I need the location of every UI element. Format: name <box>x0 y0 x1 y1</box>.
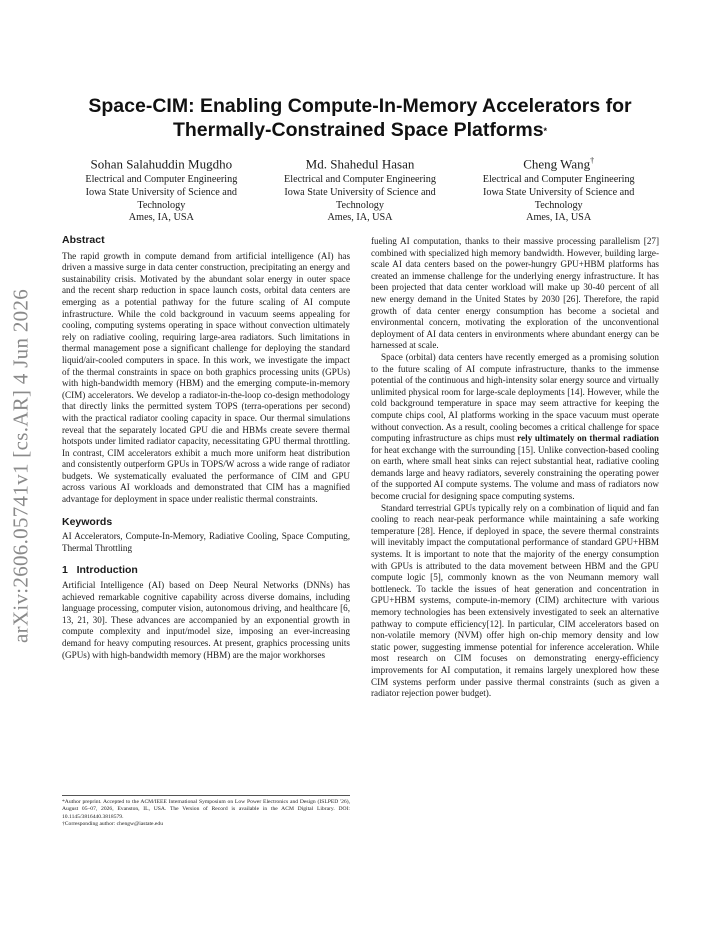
footnote-preprint: *Author preprint. Accepted to the ACM/IEEE International Symposium on Low Power Electronics and Design (ISLPED '26), August 05–07, 2026, Evanston, IL, USA. The Version of Record is available in the ACM Digital Library. DOI: 10.1145/3816440.3818579. <box>62 799 350 820</box>
author-univ: Iowa State University of Science and <box>483 187 635 199</box>
intro-heading: 1 Introduction <box>62 564 138 577</box>
arxiv-stamp <box>0 0 42 932</box>
author-univ-2: Technology <box>534 199 583 211</box>
right-column <box>371 236 659 700</box>
right-paragraph-2-bold: rely ultimately on thermal radiation <box>517 433 659 444</box>
author-univ: Iowa State University of Science and <box>85 187 238 199</box>
author-location: Ames, IA, USA <box>128 212 194 224</box>
author-dept: Electrical and Computer Engineering <box>284 174 436 186</box>
footnotes <box>62 795 350 828</box>
title-line-2-text: Thermally-Constrained Space Platforms <box>172 119 544 141</box>
author-name <box>62 153 261 172</box>
right-paragraph-2-b: for heat exchange with the surrounding [15]. Unlike convection-based cooling on earth, where small heat sinks can reject substantial heat, radiative cooling demands large and heavy radiators, severely constraining the operating power of the supported AI compute systems. The volume and mass of radiators now become crucial for designing space computing systems. <box>371 444 659 502</box>
title-footnote-mark: * <box>543 126 548 136</box>
abstract-text: The rapid growth in compute demand from artificial intelligence (AI) has driven a massive surge in data center construction, precipitating an energy and sustainability crisis. Motivated by the abundant solar energy in outer space and the recent sharp reduction in space launch costs, orbital data centers are emerging as a potential pathway for the future scaling of AI compute infrastructure. While the cold background in vacuum seems appealing for cooling, computing systems operating in space without convection ultimately rely on radiative cooling, requiring large-area radiators. Such limitations in thermal management pose a significant challenge for deploying the standard liquid/air-cooled computers in space. In this work, we investigate the impact of the thermal constraints in space on both graphics processing units (GPUs) with high-bandwidth memory (HBM) and the emerging compute-in-memory (CIM) accelerators. We develop a radiator-in-the-loop co-design methodology that directly links the permitted system TOPS (terra-operations per second) with the practical radiator cooling capacity in space. Our thermal simulations reveal that the separately located GPU die and HBMs create severe thermal hotspots under limited radiator capacity, necessitating GPU thermal throttling. In contrast, CIM accelerators exhibit a much more uniform heat distribution and consistently outperform GPUs in TOPS/W across a wide range of radiator budgets. We systematically evaluated the performance of CIM and GPU across various AI workloads and demonstrated that CIM has a magnified advantage for deployment in space under realistic thermal constraints. <box>62 250 350 505</box>
right-paragraph-2 <box>371 352 659 503</box>
author-name-text: Md. Shahedul Hasan <box>305 156 415 172</box>
author-1 <box>62 153 261 225</box>
paper-title <box>70 94 650 142</box>
title-line-2 <box>70 118 650 142</box>
author-location: Ames, IA, USA <box>526 212 592 224</box>
keywords-heading: Keywords <box>62 515 113 528</box>
right-paragraph-1: fueling AI computation, thanks to their massive processing parallelism [27] combined with specialized high memory bandwidth. However, building large-scale AI data centers based on the power-hungry GPU+HBM platforms has created an immense challenge for the underlying energy infrastructure. It has been projected that data center workload will make up 30-40 percent of all new energy demand in the United States by 2030 [26]. Therefore, the rapid growth of data center energy consumption has become a societal and environmental concern, motivating the exploration of the unconventional deployment of AI data centers in environments where abundant energy can be harnessed at scale. <box>371 236 659 351</box>
right-paragraph-3: Standard terrestrial GPUs typically rely on a combination of liquid and fan cooling to reach near-peak performance while maintaining a safe working temperature [28]. Hence, if deployed in space, the severe thermal constraints will inevitably impact the computational performance of standard GPU+HBM systems. It is important to note that the majority of the energy consumption with GPUs is attributed to the data movement between HBM and the GPU compute logic [5], commonly known as the von Neumann memory wall bottleneck. To tackle the issues of heat generation and concentration in GPU+HBM systems, compute-in-memory (CIM) architecture with various memory technologies has been extensively investigated to seek an alternative pathway to compute efficiency[12]. In particular, CIM accelerators based on non-volatile memory (NVM) offer high on-chip memory density and low static power, suggesting immense potential for inference acceleration. While most research on CIM focuses on demonstrating energy-efficiency improvements for AI computation, it remains largely unexplored how these CIM systems perform under passive thermal constraints (such as given a radiator rejection power budget). <box>371 502 659 699</box>
author-name-text: Sohan Salahuddin Mugdho <box>90 156 233 172</box>
author-univ-2: Technology <box>336 199 384 211</box>
title-line-1: Space-CIM: Enabling Compute-In-Memory Accelerators for <box>88 95 632 117</box>
author-name <box>459 153 658 172</box>
intro-paragraph-1: Artificial Intelligence (AI) based on Deep Neural Networks (DNNs) has achieved remarkable cognitive capability across diverse domains, including language processing, computer vision, autonomous driving, and healthcare [6, 13, 21, 30]. These advances are accompanied by an exponential growth in compute complexity and input/model size, imposing an ever-increasing demand for heavy computing resources. At present, graphics processing units (GPUs) with high-bandwidth memory (HBM) are the major workhorses <box>62 580 350 660</box>
author-mark: † <box>590 156 595 165</box>
author-name <box>261 153 460 172</box>
author-location: Ames, IA, USA <box>327 212 393 224</box>
author-dept: Electrical and Computer Engineering <box>85 174 238 186</box>
author-dept: Electrical and Computer Engineering <box>482 174 635 186</box>
author-name-text: Cheng Wang <box>523 156 591 172</box>
keywords-text: AI Accelerators, Compute-In-Memory, Radiative Cooling, Space Computing, Thermal Throttling <box>62 531 350 553</box>
right-paragraph-2-a: Space (orbital) data centers have recently emerged as a promising solution to the future scaling of AI compute infrastructure, thanks to the immense potential of the continuous and high-intensity solar energy source and virtually unlimited physical room for large-scale deployments [14]. However, while the cold background temperature in space may seem attractive for keeping the compute chips cool, AI platforms working in the space vacuum must operate without convection. As a result, cooling becomes a critical challenge for space computing infrastructure as chips must <box>371 351 659 444</box>
left-column <box>62 235 350 661</box>
author-univ: Iowa State University of Science and <box>284 187 436 199</box>
author-univ-2: Technology <box>137 199 186 211</box>
abstract-heading: Abstract <box>62 234 105 246</box>
footnote-corresponding: †Corresponding author: chengw@iastate.edu <box>62 820 163 827</box>
author-3 <box>459 153 658 225</box>
author-block <box>62 153 658 225</box>
arxiv-id: arXiv:2606.05741v1 [cs.AR] 4 Jun 2026 <box>8 288 33 644</box>
author-2 <box>261 153 460 225</box>
